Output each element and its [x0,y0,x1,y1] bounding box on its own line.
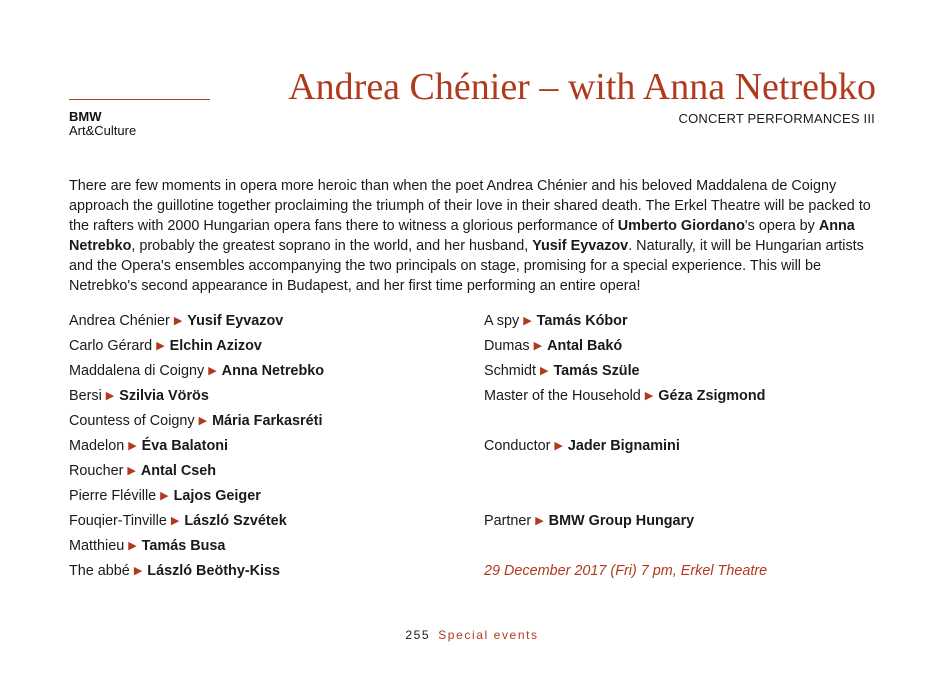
cast-name: László Beöthy-Kiss [147,563,281,579]
cast-role: Carlo Gérard [69,338,153,354]
conductor-label: Conductor [484,438,551,454]
triangle-right-icon: ▶ [160,490,169,502]
cast-role: Maddalena di Coigny [69,363,205,379]
intro-composer: Umberto Giordano [617,218,745,234]
spacer-row [484,486,884,511]
intro-text-1: There are few moments in opera more heroic than when the poet Andrea Chénier and his beloved Maddalena de Coigny approach the guillotine together proclaiming the triumph of their love in their shared death. The Erkel Theatre will be packed to the rafters with 2000 Hungarian opera fans there to witness a glorious performance of [69,178,871,234]
cast-row [69,336,469,361]
bmw-art-culture-logo [69,110,136,138]
cast-list-right [484,311,884,586]
spacer-row [484,536,884,561]
triangle-right-icon: ▶ [523,315,532,327]
triangle-right-icon: ▶ [554,440,563,452]
cast-row [484,311,884,336]
intro-soprano: Anna Netrebko [69,218,855,254]
triangle-right-icon: ▶ [127,465,136,477]
triangle-right-icon: ▶ [644,390,654,402]
page-title: Andrea Chénier – with Anna Netrebko [288,66,876,108]
cast-role: A spy [484,313,520,329]
intro-tenor: Yusif Eyvazov [532,238,629,254]
triangle-right-icon: ▶ [535,515,544,527]
cast-role: Countess of Coigny [69,413,195,429]
cast-row [69,311,469,336]
triangle-right-icon: ▶ [208,365,217,377]
conductor-row [484,436,884,461]
cast-name: Anna Netrebko [221,363,325,379]
cast-role: Pierre Fléville [69,488,157,504]
intro-text-4: . Naturally, it will be Hungarian artists and the Opera's ensembles accompanying the two principals on stage, promising for a special experience. This will be Netrebko's second appearance in Budapest, and her first time performing an entire opera! [69,238,864,294]
cast-name: Lajos Geiger [173,488,261,504]
page-number: 255 [405,628,431,642]
cast-name: László Szvétek [184,513,287,529]
cast-role: Roucher [69,463,124,479]
cast-row [69,411,469,436]
conductor-name: Jader Bignamini [567,438,680,454]
partner-name: BMW Group Hungary [548,513,695,529]
cast-row [484,386,884,411]
cast-role: Madelon [69,438,125,454]
cast-name: Tamás Busa [141,538,226,554]
title-rule [69,99,210,100]
cast-role: Dumas [484,338,530,354]
triangle-right-icon: ▶ [198,415,208,427]
cast-row [69,486,469,511]
cast-row [69,436,469,461]
spacer-row [484,461,884,486]
cast-role: Schmidt [484,363,536,379]
partner-row [484,511,884,536]
triangle-right-icon: ▶ [539,365,549,377]
page-subtitle: CONCERT PERFORMANCES III [678,111,875,126]
cast-role: Andrea Chénier [69,313,170,329]
intro-text-2: 's opera by [744,218,819,234]
partner-label: Partner [484,513,532,529]
cast-row [484,361,884,386]
cast-name: Tamás Kóbor [536,313,628,329]
cast-role: Master of the Household [484,388,641,404]
triangle-right-icon: ▶ [156,340,165,352]
cast-name: Yusif Eyvazov [187,313,284,329]
logo-line-art-culture: Art&Culture [69,123,137,138]
page-footer [0,628,944,642]
triangle-right-icon: ▶ [105,390,115,402]
cast-name: Tamás Szüle [553,363,640,379]
cast-name: Géza Zsigmond [658,388,766,404]
triangle-right-icon: ▶ [533,340,543,352]
cast-name: Szilvia Vörös [119,388,209,404]
cast-name: Mária Farkasréti [212,413,323,429]
cast-row [484,336,884,361]
cast-row [69,561,469,586]
cast-list-left [69,311,469,586]
cast-name: Antal Cseh [140,463,217,479]
intro-text-3: , probably the greatest soprano in the world, and her husband, [131,238,533,254]
date-row [484,561,884,586]
section-name: Special events [438,628,539,642]
logo-line-bmw: BMW [69,109,102,124]
cast-row [69,361,469,386]
triangle-right-icon: ▶ [128,540,137,552]
cast-role: Matthieu [69,538,125,554]
cast-role: Fouqier-Tinville [69,513,167,529]
cast-row [69,536,469,561]
cast-name: Antal Bakó [547,338,623,354]
triangle-right-icon: ▶ [128,440,137,452]
cast-name: Éva Balatoni [141,438,229,454]
spacer-row [484,411,884,436]
triangle-right-icon: ▶ [173,315,183,327]
performance-date: 29 December 2017 (Fri) 7 pm, Erkel Theatre [484,563,768,579]
cast-role: Bersi [69,388,102,404]
cast-role: The abbé [69,563,130,579]
triangle-right-icon: ▶ [133,565,143,577]
intro-paragraph [69,176,877,296]
cast-row [69,461,469,486]
cast-name: Elchin Azizov [169,338,262,354]
cast-row [69,386,469,411]
triangle-right-icon: ▶ [170,515,180,527]
cast-row [69,511,469,536]
